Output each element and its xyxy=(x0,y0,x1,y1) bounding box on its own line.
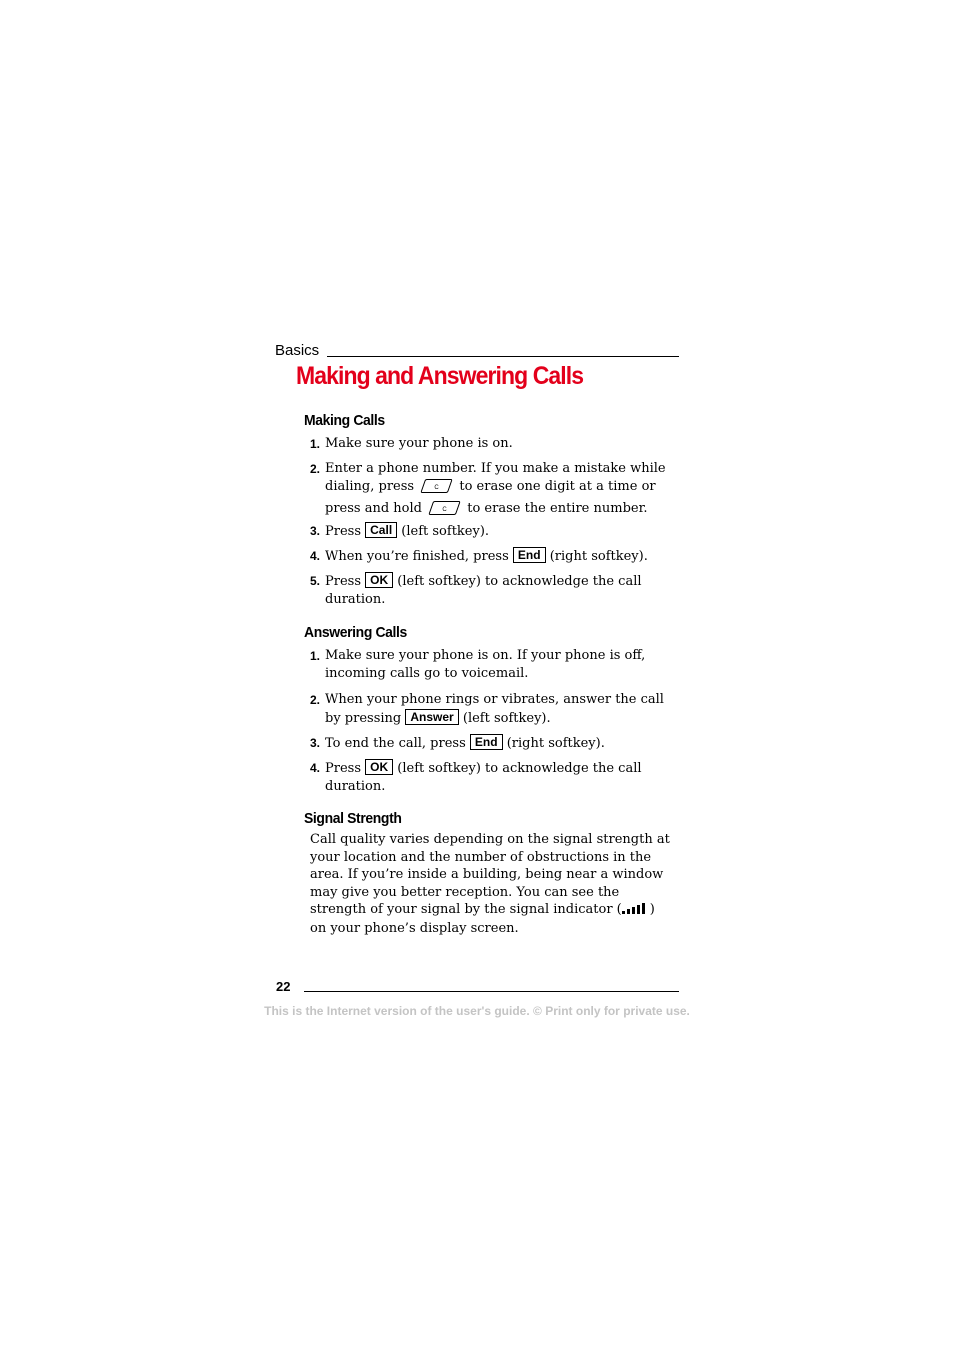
making-step-2 xyxy=(310,460,670,522)
call-softkey: Call xyxy=(365,522,397,538)
step-text: When your phone rings or vibrates, answer the call by pressing xyxy=(325,692,664,726)
paragraph-text: Call quality varies depending on the signal strength at your location and the number of obstructions in the area. If you’re inside a building, being near a window may give you better reception. You can see the strength of your signal by the signal indicator ( xyxy=(310,832,670,918)
svg-text:C: C xyxy=(442,507,447,513)
step-text: (right softkey). xyxy=(549,549,648,564)
step-text: to erase one digit at a time or press and hold xyxy=(325,479,656,516)
making-step-1 xyxy=(310,435,670,453)
signal-strength-icon xyxy=(622,902,650,920)
answering-calls-heading: Answering Calls xyxy=(304,624,407,641)
step-text: Press xyxy=(325,761,361,776)
step-text: (left softkey). xyxy=(462,711,551,726)
answering-step-2 xyxy=(310,691,670,728)
step-text: (left softkey). xyxy=(401,524,490,539)
step-text: (left softkey) to acknowledge the call duration. xyxy=(325,574,642,607)
signal-strength-paragraph xyxy=(310,831,670,938)
step-text: Make sure your phone is on. If your phone is off, incoming calls go to voicemail. xyxy=(325,648,646,681)
step-number: 4. xyxy=(310,761,321,775)
making-step-4 xyxy=(310,547,670,566)
step-text: Press xyxy=(325,574,361,589)
clear-key-icon xyxy=(420,478,453,500)
page-title: Making and Answering Calls xyxy=(296,362,584,390)
section-label: Basics xyxy=(275,342,320,359)
step-number: 2. xyxy=(310,693,321,707)
answering-step-1 xyxy=(310,647,670,683)
step-text: Enter a phone number. If you make a mistake while dialing, press xyxy=(325,461,666,494)
answering-step-3 xyxy=(310,734,670,753)
clear-key-icon xyxy=(428,500,461,522)
answering-step-4 xyxy=(310,759,670,796)
step-number: 5. xyxy=(310,574,321,588)
page-number: 22 xyxy=(276,979,291,994)
step-number: 1. xyxy=(310,649,321,663)
section-header xyxy=(275,342,679,362)
making-step-3 xyxy=(310,522,670,541)
step-number: 3. xyxy=(310,524,321,538)
step-text: (right softkey). xyxy=(506,736,605,751)
step-text: to erase the entire number. xyxy=(467,501,648,516)
step-text: Make sure your phone is on. xyxy=(325,436,513,451)
paragraph-text: ) on your phone’s display screen. xyxy=(310,902,655,936)
answer-softkey: Answer xyxy=(405,709,458,725)
step-number: 1. xyxy=(310,437,321,451)
ok-softkey: OK xyxy=(365,572,393,588)
step-number: 3. xyxy=(310,736,321,750)
making-calls-heading: Making Calls xyxy=(304,412,385,429)
step-text: When you’re finished, press xyxy=(325,549,509,564)
svg-text:C: C xyxy=(434,485,439,491)
step-number: 2. xyxy=(310,462,321,476)
copyright-notice: This is the Internet version of the user's guide. © Print only for private use. xyxy=(264,1004,690,1018)
end-softkey: End xyxy=(513,547,546,563)
making-step-5 xyxy=(310,572,670,609)
ok-softkey: OK xyxy=(365,759,393,775)
step-number: 4. xyxy=(310,549,321,563)
header-rule xyxy=(327,356,679,357)
step-text: (left softkey) to acknowledge the call duration. xyxy=(325,761,642,794)
footer-rule xyxy=(304,991,679,992)
signal-strength-heading: Signal Strength xyxy=(304,810,402,827)
step-text: To end the call, press xyxy=(325,736,466,751)
step-text: Press xyxy=(325,524,361,539)
end-softkey: End xyxy=(470,734,503,750)
